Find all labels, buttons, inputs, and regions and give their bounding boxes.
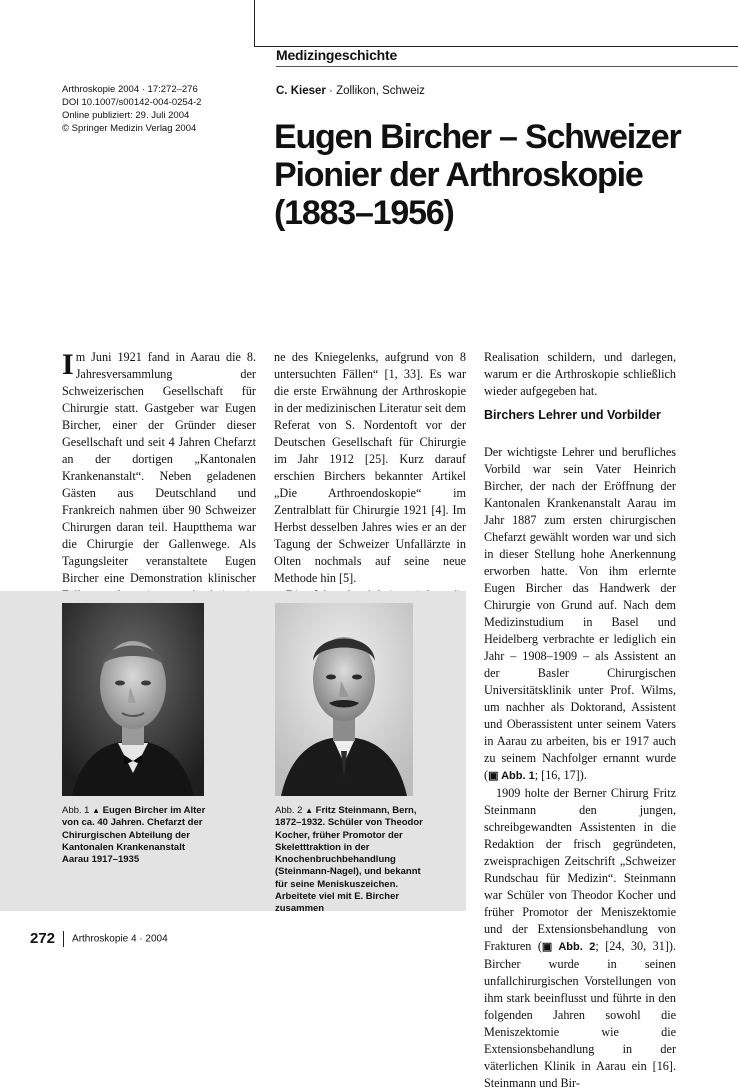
- section-rule: [276, 66, 738, 67]
- author-line: [276, 85, 425, 97]
- portrait-photo-steinmann: [275, 603, 413, 796]
- page-footer: [30, 930, 168, 948]
- caption-text-1: Eugen Bircher im Alter von ca. 40 Jahren. Chefarzt der Chirurgischen Abteilung der Kantonalen Krankenanstalt Aarau 1917–1935: [62, 805, 206, 866]
- title-line-3: (1883–1956): [274, 194, 454, 232]
- title-line-1: Eugen Bircher – Schweizer: [274, 118, 681, 156]
- figure-label-1: Abb. 1: [62, 805, 90, 816]
- portrait-steinmann-illustration: [275, 603, 413, 796]
- author-location: · Zollikon, Schweiz: [325, 85, 425, 97]
- meta-citation: Arthroskopie 2004 · 17:272–276: [62, 84, 198, 95]
- section-heading: Birchers Lehrer und Vorbilder: [484, 408, 661, 422]
- meta-copyright: © Springer Medizin Verlag 2004: [62, 123, 197, 134]
- figure-caption-1: [62, 805, 212, 866]
- meta-online-date: Online publiziert: 29. Juli 2004: [62, 110, 190, 121]
- meta-doi: DOI 10.1007/s00142-004-0254-2: [62, 97, 202, 108]
- figure-ref-2[interactable]: ▣ Abb. 2: [541, 941, 596, 953]
- paragraph: Der wichtigste Lehrer und berufliches Vorbild war sein Vater Heinrich Bircher, der nach der Eröffnung der Kantonalen Krankenanstalt Aarau im Jahr 1887 zum ersten chirurgischen Chefarzt gewählt worden war und sich in dieser Stellung hohe Anerkennung erworben hatte. Von ihm erlernte Eugen Bircher das Handwerk der Chirurgie von Grund auf. Nach dem Medizinstudium in Basel und Heidelberg verbrachte er lediglich ein Jahr – 1908–1909 – als Assistent an der Basler Chirurgischen Universitätsklinik unter Prof. Wilms, um nachher als Doktorand, Assistent und Oberassistent unter seinem Vaters in Aarau zu arbeiten, bis er 1917 auch zu seinem Nachfolger ernannt wurde (▣ Abb. 1; [16, 17]).: [484, 445, 676, 782]
- author-name: C. Kieser: [276, 85, 326, 97]
- article-meta: [62, 83, 201, 135]
- triangle-marker-icon: ▲: [92, 806, 101, 815]
- footer-separator: [63, 931, 64, 947]
- section-label: Medizingeschichte: [276, 47, 398, 63]
- footer-journal: Arthroskopie 4 · 2004: [72, 933, 168, 945]
- figure-ref-1[interactable]: ▣ Abb. 1: [488, 770, 535, 782]
- paragraph: ne des Kniegelenks, aufgrund von 8 untersuchten Fällen“ [1, 33]. Es war die erste Erwähnung der Arthroskopie in der medizinischen Literatur seit dem Referat von S. Nordentoft vor der Deutschen Gesellschaft für Chirurgie im Jahr 1912 [25]. Kurz darauf erschien Birchers bekannter Artikel „Die Arthroendoskopie“ im Zentralblatt für Chirurgie 1921 [4]. Im Herbst desselben Jahres wies er an der Tagung der Schweizer Unfallärzte in Olten nochmals auf seine neue Methode hin [5].: [274, 350, 466, 585]
- body-column-3: [484, 444, 676, 1092]
- figure-caption-2: [275, 805, 425, 916]
- paragraph: 1909 holte der Berner Chirurg Fritz Steinmann den jungen, schreibgewandten Assistenten in die Redaktion der frisch gegründeten, zweisprachigen Zeitschrift „Schweizer Rundschau für Medizin“. Steinmann war Schüler von Theodor Kocher und früher Promotor der Meniszektomie und der Extensionsbehandlung von Frakturen (▣ Abb. 2; [24, 30, 31]). Bircher wurde in seinen unfallchirurgischen Vorstellungen von ihm stark beeinflusst und führte in den folgenden Jahren sowohl die Meniszektomie wie die Extensionsbehandlung in der väterlichen Klinik in Aarau ein [16]. Steinmann und Bir-: [484, 786, 676, 1090]
- paragraph: Realisation schildern, und darlegen, warum er die Arthroskopie schließlich wieder aufgegeben hat.: [484, 350, 676, 398]
- body-column-3-top: [484, 349, 676, 400]
- article-title: [274, 118, 714, 232]
- page-number: 272: [30, 930, 56, 947]
- title-line-2: Pionier der Arthroskopie: [274, 156, 643, 194]
- portrait-bircher-illustration: [62, 603, 204, 796]
- header-vertical-rule: [254, 0, 255, 46]
- portrait-photo-bircher: [62, 603, 204, 796]
- paragraph-intro: Im Juni 1921 fand in Aarau die 8. Jahresversammlung der Schweizerischen Gesellschaft für Chirurgie statt. Gastgeber war Eugen Bircher, einer der Gründer dieser Gesellschaft und seit 4 Jahren Chefarzt an der dortigen „Kantonalen Krankenanstalt“. Neben geladenen Gästen aus Deutschland und Frankreich nahmen über 90 Schweizer Chirurgen daran teil. Hauptthema war die Chirurgie der Gallenwege. Als Tagungsleiter veranstaltete Eugen Bircher eine Demonstration klinischer: [62, 348, 256, 585]
- triangle-marker-icon: ▲: [305, 806, 314, 815]
- caption-text-2: Fritz Steinmann, Bern, 1872–1932. Schüler von Theodor Kocher, früher Promotor der Skeletttraktion in der Knochenbruchbehandlung (Steinmann-Nagel), und bekannt für seine Meniskuszeichen. Arbeitete viel mit E. Bircher zusammen: [275, 805, 423, 915]
- figure-label-2: Abb. 2: [275, 805, 303, 816]
- drop-cap: I: [62, 348, 74, 381]
